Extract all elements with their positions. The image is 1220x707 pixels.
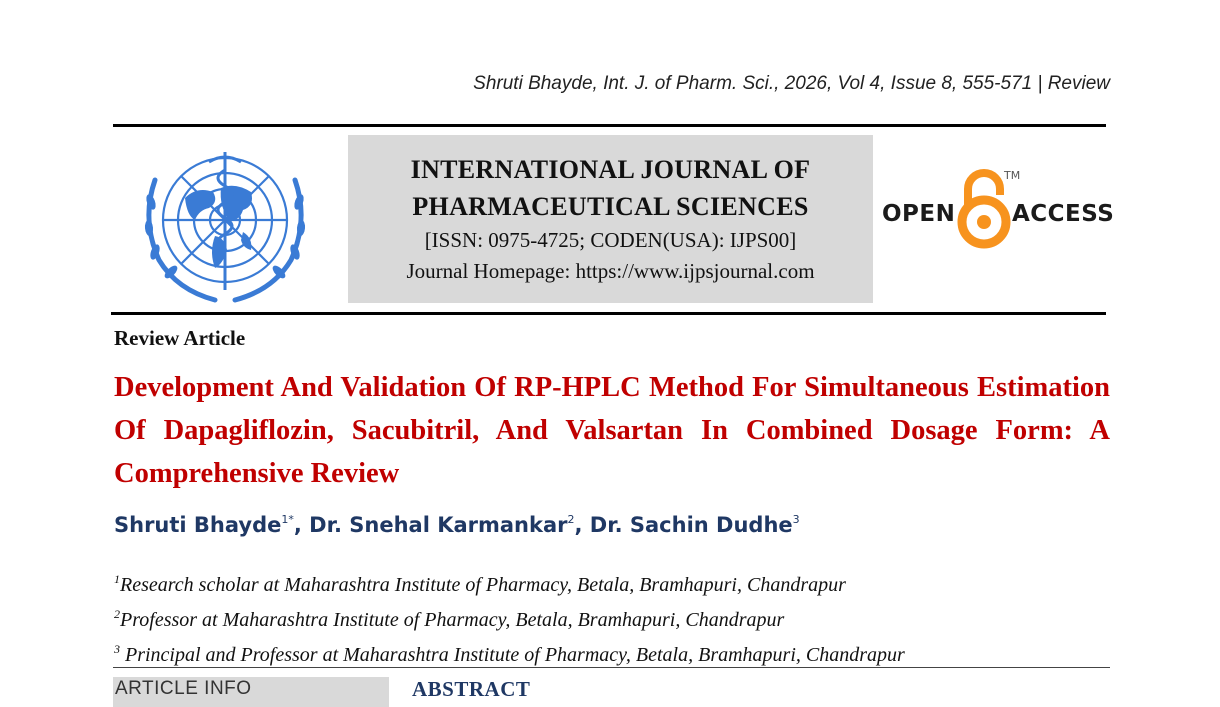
journal-homepage: Journal Homepage: https://www.ijpsjournal.com bbox=[406, 259, 815, 283]
author-marker: 3 bbox=[792, 513, 800, 526]
author-name: Shruti Bhayde bbox=[114, 513, 282, 537]
author-name: Dr. Snehal Karmankar bbox=[309, 513, 568, 537]
article-info-heading: ARTICLE INFO bbox=[113, 677, 389, 707]
journal-name-line2: PHARMACEUTICAL SCIENCES bbox=[412, 192, 809, 221]
affiliation-text: Principal and Professor at Maharashtra Institute of Pharmacy, Betala, Bramhapuri, Chandrapur bbox=[120, 644, 905, 666]
affiliation-marker: 1 bbox=[114, 572, 120, 586]
open-access-right-word: ACCESS bbox=[1012, 201, 1115, 227]
open-access-logo bbox=[880, 167, 1115, 252]
affiliation-text: Research scholar at Maharashtra Institute of Pharmacy, Betala, Bramhapuri, Chandrapur bbox=[120, 574, 846, 596]
journal-name-line1: INTERNATIONAL JOURNAL OF bbox=[410, 155, 811, 184]
affiliation-marker: 3 bbox=[114, 642, 120, 656]
author-marker: 1* bbox=[281, 513, 294, 526]
un-emblem-with-caduceus-icon bbox=[125, 140, 325, 306]
header-bottom-rule bbox=[111, 312, 1106, 315]
article-type-label: Review Article bbox=[114, 326, 246, 350]
trademark-mark: TM bbox=[1004, 169, 1021, 182]
article-title: Development And Validation Of RP-HPLC Method For Simultaneous Estimation Of Dapagliflozin, Sacubitril, And Valsartan In Combined Dosage Form: A Comprehensive Review bbox=[114, 372, 1110, 489]
affiliation-list bbox=[114, 565, 905, 670]
section-divider-rule bbox=[113, 667, 1110, 668]
affiliation-item bbox=[114, 600, 905, 635]
running-header-citation: Shruti Bhayde, Int. J. of Pharm. Sci., 2026, Vol 4, Issue 8, 555-571 | Review bbox=[473, 73, 1110, 94]
journal-issn: [ISSN: 0975-4725; CODEN(USA): IJPS00] bbox=[424, 228, 797, 252]
affiliation-marker: 2 bbox=[114, 607, 120, 621]
open-access-left-word: OPEN bbox=[882, 201, 956, 227]
affiliation-item bbox=[114, 635, 905, 670]
affiliation-item bbox=[114, 565, 905, 600]
author-list: Shruti Bhayde$^{1*}$, Dr. Snehal Karmankar$^2$, Dr. Sachin Dudhe$^3$ bbox=[114, 513, 800, 537]
journal-header-box bbox=[348, 135, 873, 303]
header-top-rule bbox=[113, 124, 1106, 127]
author-marker: 2 bbox=[567, 513, 575, 526]
abstract-heading: ABSTRACT bbox=[412, 677, 531, 701]
author-name: Dr. Sachin Dudhe bbox=[589, 513, 793, 537]
affiliation-text: Professor at Maharashtra Institute of Pharmacy, Betala, Bramhapuri, Chandrapur bbox=[120, 609, 785, 631]
